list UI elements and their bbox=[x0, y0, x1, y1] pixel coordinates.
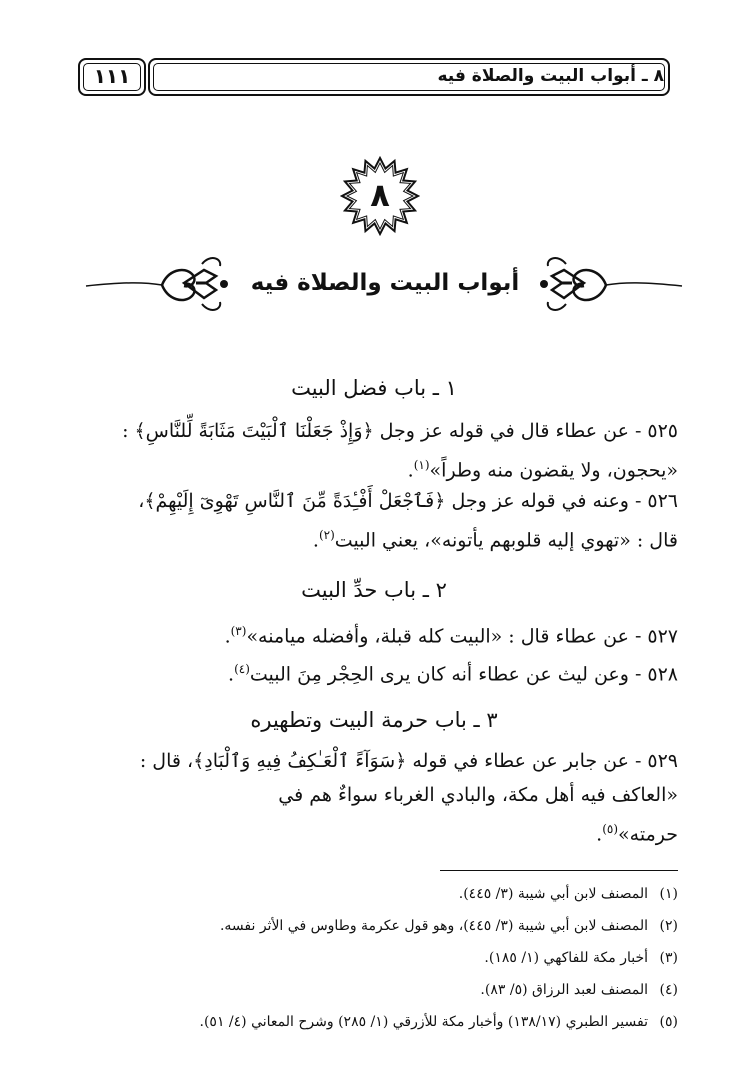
footnote-ref: (١) bbox=[413, 458, 430, 472]
hadith-text-line: «يحجون، ولا يقضون منه وطراً» bbox=[429, 459, 678, 482]
footnote-number: (٢) bbox=[659, 918, 678, 934]
footnote-number: (١) bbox=[659, 886, 678, 902]
hadith-entry bbox=[70, 614, 678, 653]
hadith-text-line: عن عطاء قال : «البيت كله قبلة، وأفضله ميامنه» bbox=[246, 625, 629, 648]
footnote-ref: (٤) bbox=[234, 662, 250, 676]
text-tail: . bbox=[596, 823, 603, 846]
footnote bbox=[70, 980, 678, 1000]
footnote-text: المصنف لابن أبي شيبة (٣/ ٤٤٥). bbox=[458, 886, 648, 902]
footnote-text: المصنف لابن أبي شيبة (٣/ ٤٤٥)، وهو قول عكرمة وطاوس في الأثر نفسه. bbox=[219, 918, 648, 934]
section-title: ١ ـ باب فضل البيت bbox=[291, 376, 457, 400]
running-header-title: ٨ ـ أبواب البيت والصلاة فيه bbox=[437, 66, 664, 86]
hadith-entry bbox=[70, 414, 678, 487]
hadith-text-line: قال : «تهوي إليه قلوبهم يأتونه»، يعني البيت bbox=[334, 529, 678, 552]
footnote-ref: (٥) bbox=[602, 822, 619, 836]
page-number: ١١١ bbox=[93, 64, 131, 88]
entry-dash: - bbox=[634, 750, 642, 772]
right-ornament-icon bbox=[534, 252, 684, 314]
entry-dash: - bbox=[634, 490, 642, 512]
hadith-number: ٥٢٨ bbox=[647, 663, 678, 686]
footnote-ref: (٢) bbox=[318, 528, 335, 542]
chapter-number: ٨ bbox=[370, 176, 390, 214]
footnote-number: (٣) bbox=[659, 950, 678, 966]
text-tail: . bbox=[312, 529, 319, 552]
hadith-text-line: حرمته» bbox=[618, 823, 678, 846]
footnote bbox=[70, 948, 678, 968]
footnote-text: تفسير الطبري (١٣٨/١٧) وأخبار مكة للأزرقي (١/ ٢٨٥) وشرح المعاني (٤/ ٥١). bbox=[199, 1014, 648, 1030]
hadith-text-line: «العاكف فيه أهل مكة، والبادي الغرباء سواءٌ هم في bbox=[278, 784, 678, 806]
chapter-title: أبواب البيت والصلاة فيه bbox=[250, 270, 520, 296]
section-title: ٢ ـ باب حدِّ البيت bbox=[301, 578, 447, 602]
footnote bbox=[70, 916, 678, 936]
entry-dash: - bbox=[634, 663, 642, 686]
footnote bbox=[70, 1012, 678, 1032]
hadith-number: ٥٢٦ bbox=[647, 490, 678, 512]
hadith-entry bbox=[70, 652, 678, 691]
left-ornament-icon bbox=[84, 252, 234, 314]
footnote-divider bbox=[440, 870, 678, 871]
footnote-text: المصنف لعبد الرزاق (٥/ ٨٣). bbox=[480, 982, 648, 998]
hadith-text-line: وعن ليث عن عطاء أنه كان يرى الحِجْر مِنَ البيت bbox=[249, 663, 629, 686]
entry-dash: - bbox=[634, 625, 642, 648]
hadith-text-line: عن جابر عن عطاء في قوله ﴿سَوَآءً ٱلْعَـٰكِفُ فِيهِ وَٱلْبَادِ﴾، قال : bbox=[139, 750, 629, 772]
footnote-number: (٤) bbox=[659, 982, 678, 998]
footnote-text: أخبار مكة للفاكهي (١/ ١٨٥). bbox=[484, 950, 648, 966]
hadith-number: ٥٢٥ bbox=[647, 420, 678, 442]
hadith-text-line: وعنه في قوله عز وجل ﴿فَٱجْعَلْ أَفْـِٔدَةً مِّنَ ٱلنَّاسِ تَهْوِىٓ إِلَيْهِمْ﴾، bbox=[138, 490, 629, 512]
footnote-number: (٥) bbox=[659, 1014, 678, 1030]
text-tail: . bbox=[228, 663, 235, 686]
text-tail: . bbox=[224, 625, 231, 648]
hadith-number: ٥٢٩ bbox=[647, 750, 678, 772]
entry-dash: - bbox=[634, 420, 642, 442]
text-tail: . bbox=[407, 459, 414, 482]
hadith-text-line: عن عطاء قال في قوله عز وجل ﴿وَإِذْ جَعَلْنَا ٱلْبَيْتَ مَثَابَةً لِّلنَّاسِ﴾ : bbox=[122, 420, 629, 442]
footnote-ref: (٣) bbox=[230, 624, 247, 638]
hadith-entry bbox=[70, 484, 678, 557]
section-title: ٣ ـ باب حرمة البيت وتطهيره bbox=[250, 708, 498, 732]
footnote bbox=[70, 884, 678, 904]
hadith-number: ٥٢٧ bbox=[647, 625, 678, 648]
hadith-entry bbox=[70, 744, 678, 851]
